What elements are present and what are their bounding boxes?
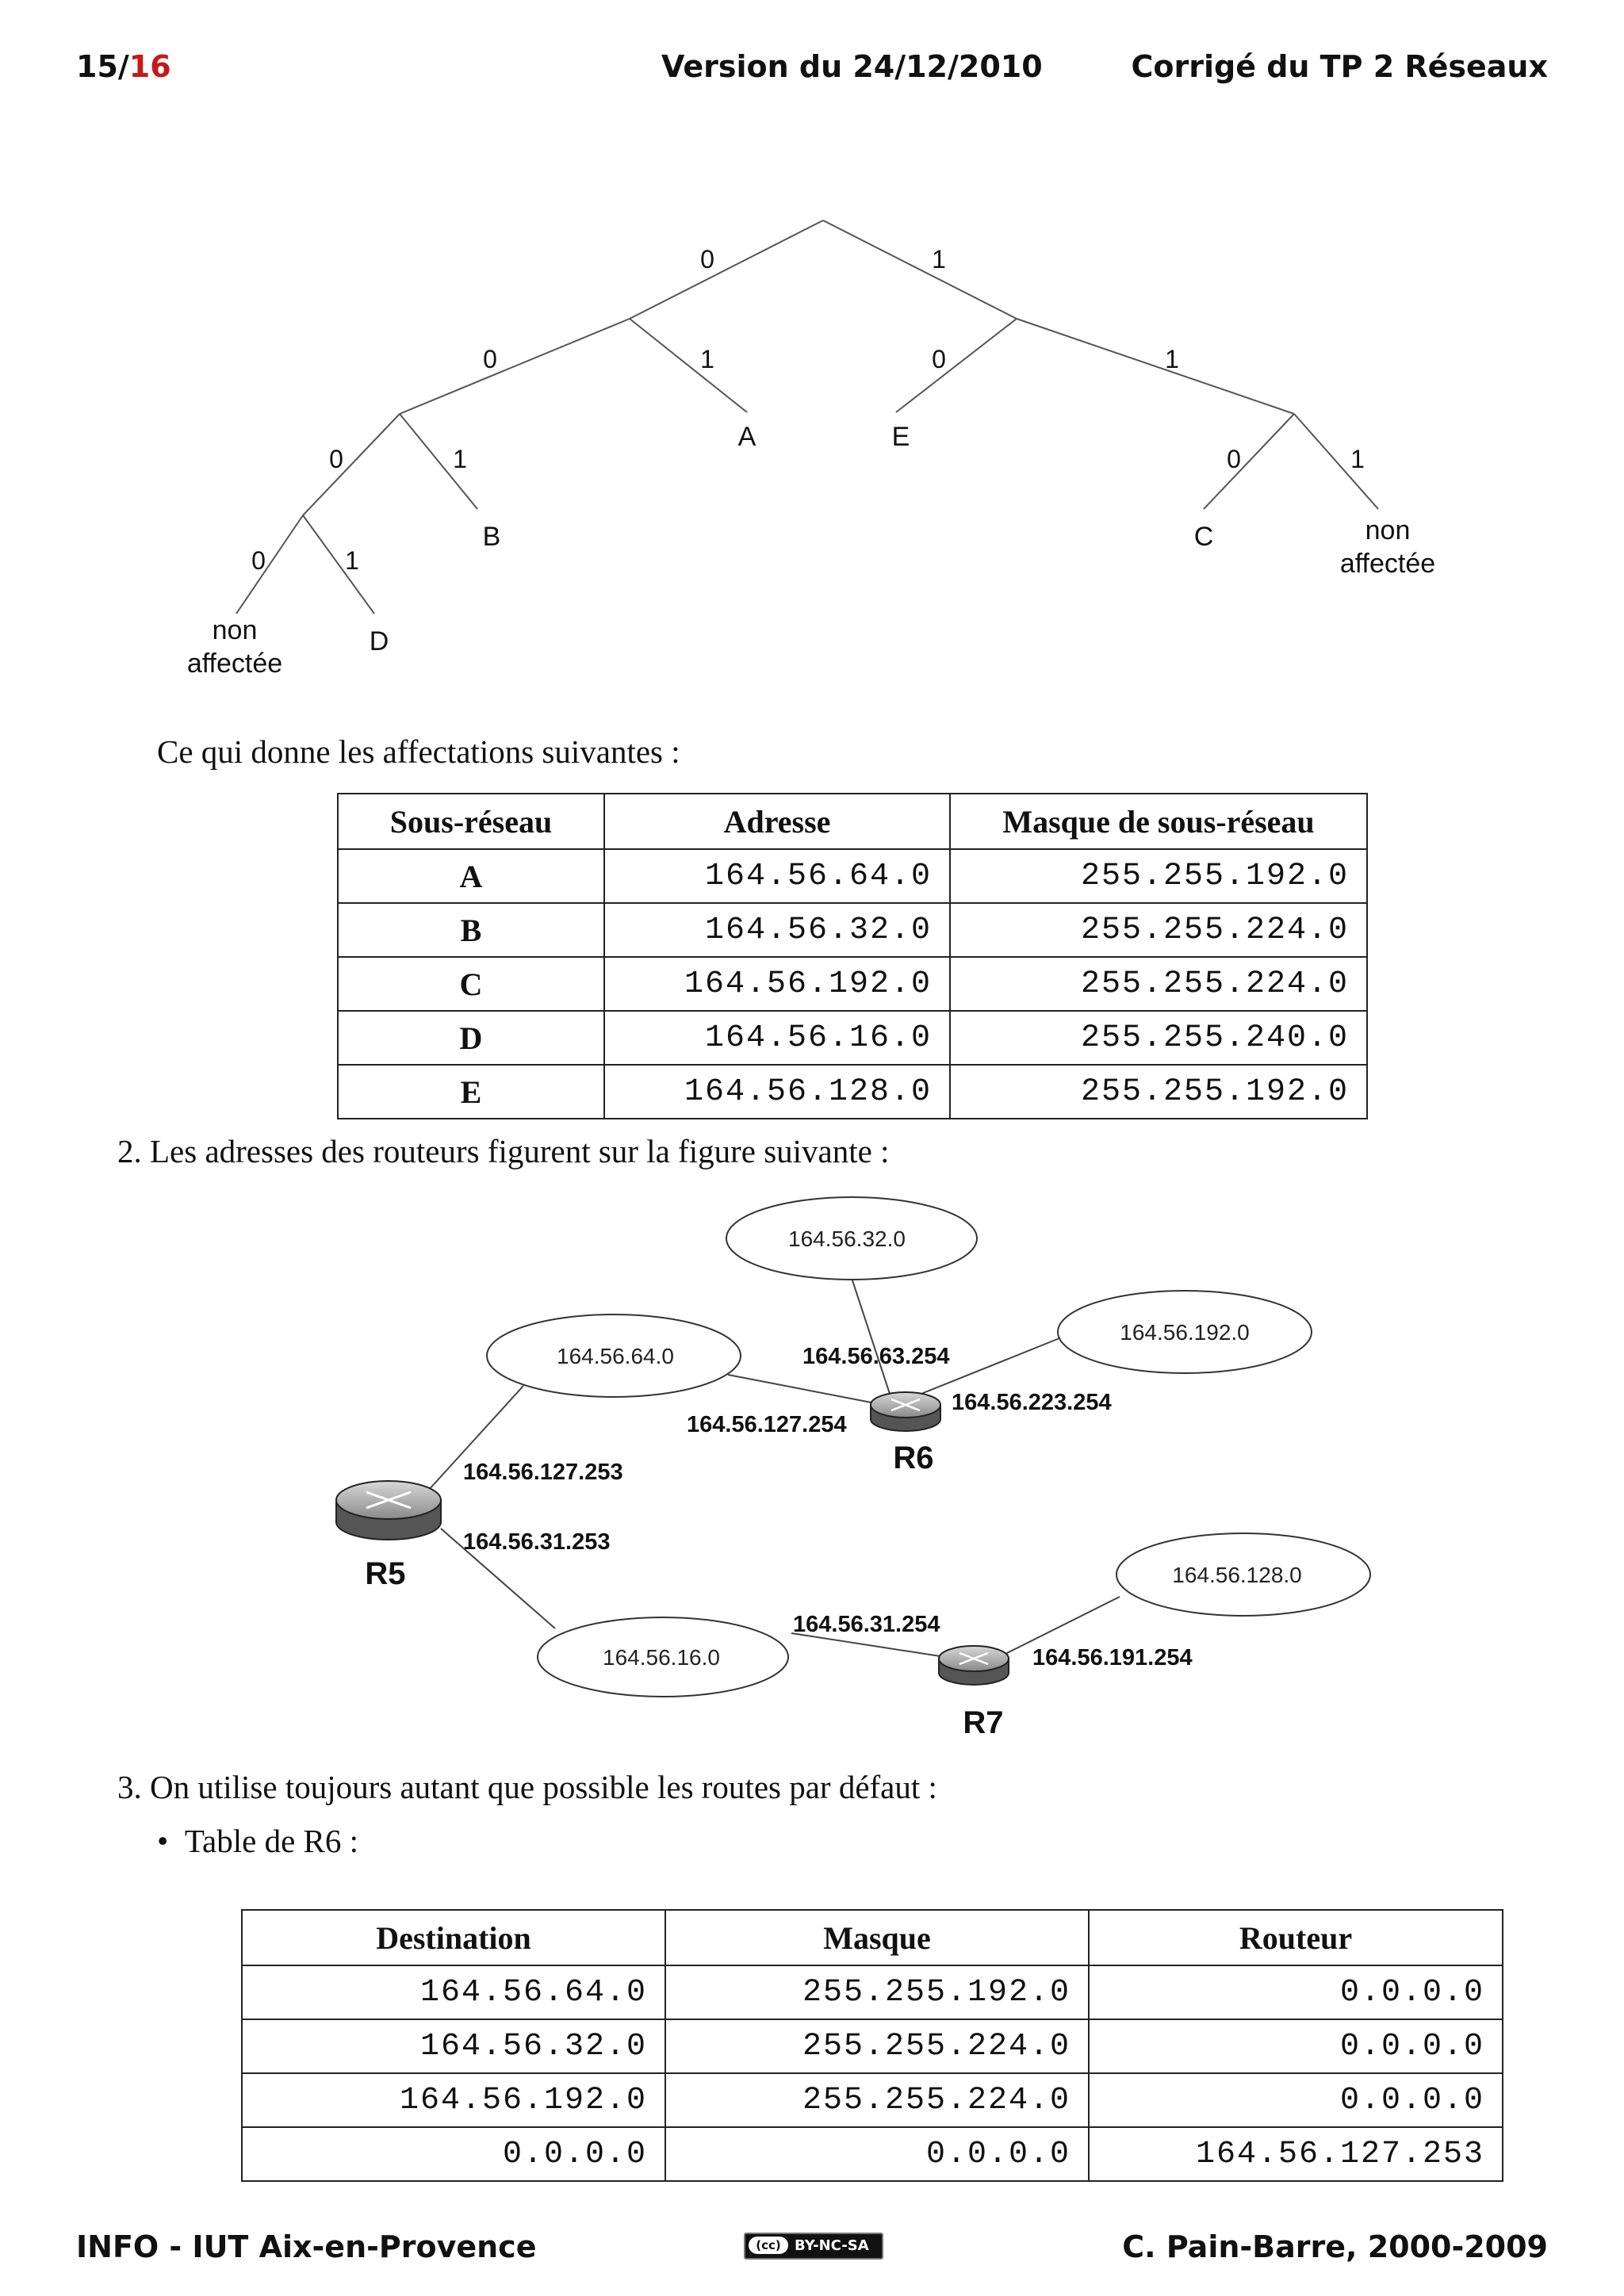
page-total[interactable]: 16 xyxy=(128,49,171,84)
subnet-address: 164.56.64.0 xyxy=(604,849,950,903)
route-destination: 164.56.64.0 xyxy=(242,1965,665,2019)
document-title: Corrigé du TP 2 Réseaux xyxy=(1131,49,1548,84)
binary-tree-diagram xyxy=(0,0,1624,714)
table-row xyxy=(338,957,1367,1011)
router-label-r5: R5 xyxy=(365,1556,406,1591)
table-row xyxy=(338,849,1367,903)
list-number: 2. xyxy=(117,1133,142,1169)
tree-leaf-unassigned: non xyxy=(1365,515,1411,545)
subnet-mask: 255.255.224.0 xyxy=(950,957,1367,1011)
tree-edge-label: 1 xyxy=(932,245,946,274)
subnet-address: 164.56.16.0 xyxy=(604,1011,950,1065)
route-destination: 0.0.0.0 xyxy=(242,2127,665,2181)
route-destination: 164.56.192.0 xyxy=(242,2073,665,2127)
bullet-text: Table de R6 : xyxy=(184,1823,359,1859)
tree-edge-label: 1 xyxy=(1350,445,1365,473)
route-router: 0.0.0.0 xyxy=(1089,1965,1503,2019)
tree-edge-label: 1 xyxy=(700,345,714,373)
tree-leaf-unassigned: non xyxy=(212,615,258,645)
subnet-name: C xyxy=(338,957,604,1011)
route-mask: 0.0.0.0 xyxy=(665,2127,1089,2181)
tree-leaf-unassigned: affectée xyxy=(186,649,283,679)
tree-leaf-c: C xyxy=(1193,522,1214,552)
list-item-2 xyxy=(117,1132,889,1170)
route-router: 164.56.127.253 xyxy=(1089,2127,1503,2181)
list-item-text: Les adresses des routeurs figurent sur la figure suivante : xyxy=(150,1133,890,1169)
version-date: Version du 24/12/2010 xyxy=(661,49,1043,84)
license-label: BY-NC-SA xyxy=(795,2237,869,2254)
column-header: Routeur xyxy=(1089,1910,1503,1965)
router-label-r7: R7 xyxy=(963,1705,1004,1740)
subnet-name: B xyxy=(338,903,604,957)
subnet-address: 164.56.192.0 xyxy=(604,957,950,1011)
interface-address: 164.56.127.253 xyxy=(463,1460,623,1485)
subnet-mask: 255.255.192.0 xyxy=(950,849,1367,903)
column-header: Masque xyxy=(665,1910,1089,1965)
tree-edge-label: 1 xyxy=(345,546,359,575)
interface-address: 164.56.191.254 xyxy=(1032,1645,1193,1670)
table-row xyxy=(242,2073,1503,2127)
interface-address: 164.56.31.254 xyxy=(793,1612,940,1637)
router-label-r6: R6 xyxy=(893,1441,934,1475)
table-row xyxy=(338,903,1367,957)
network-diagram xyxy=(0,1173,1624,1752)
interface-address: 164.56.127.254 xyxy=(687,1412,847,1437)
column-header: Masque de sous-réseau xyxy=(950,794,1367,849)
tree-leaf-b: B xyxy=(482,522,501,552)
table-row xyxy=(242,1965,1503,2019)
subnet-mask: 255.255.192.0 xyxy=(950,1065,1367,1119)
column-header: Destination xyxy=(242,1910,665,1965)
table-header-row xyxy=(338,794,1367,849)
route-mask: 255.255.224.0 xyxy=(665,2019,1089,2073)
route-destination: 164.56.32.0 xyxy=(242,2019,665,2073)
network-label: 164.56.128.0 xyxy=(1172,1563,1302,1587)
router-icon xyxy=(336,1481,441,1540)
list-item-text: On utilise toujours autant que possible les routes par défaut : xyxy=(150,1769,937,1805)
page-separator: / xyxy=(117,49,129,84)
subnet-table xyxy=(337,793,1368,1119)
table-row xyxy=(242,2127,1503,2181)
tree-edge-label: 1 xyxy=(1165,345,1179,373)
subnet-name: A xyxy=(338,849,604,903)
tree-edge-label: 0 xyxy=(932,345,946,373)
router-icon xyxy=(871,1392,940,1431)
tree-edge-label: 0 xyxy=(483,345,497,373)
tree-edge-label: 0 xyxy=(251,546,266,575)
table-header-row xyxy=(242,1910,1503,1965)
route-router: 0.0.0.0 xyxy=(1089,2019,1503,2073)
subnet-mask: 255.255.240.0 xyxy=(950,1011,1367,1065)
interface-address: 164.56.63.254 xyxy=(802,1344,950,1369)
list-number: 3. xyxy=(117,1769,142,1805)
network-label: 164.56.192.0 xyxy=(1120,1320,1250,1345)
router-icon xyxy=(939,1646,1009,1685)
interface-address: 164.56.31.253 xyxy=(463,1529,611,1555)
tree-leaf-a: A xyxy=(737,422,756,452)
tree-edge-label: 1 xyxy=(453,445,467,473)
network-label: 164.56.16.0 xyxy=(603,1645,720,1670)
column-header: Sous-réseau xyxy=(338,794,604,849)
route-router: 0.0.0.0 xyxy=(1089,2073,1503,2127)
page-current: 15 xyxy=(76,49,118,84)
route-mask: 255.255.224.0 xyxy=(665,2073,1089,2127)
tree-edge-label: 0 xyxy=(1227,445,1241,473)
subnet-address: 164.56.128.0 xyxy=(604,1065,950,1119)
table-row xyxy=(338,1011,1367,1065)
routing-table xyxy=(241,1909,1503,2182)
subnet-address: 164.56.32.0 xyxy=(604,903,950,957)
cc-icon: (cc) xyxy=(749,2237,788,2254)
footer-author: C. Pain-Barre, 2000-2009 xyxy=(1122,2229,1548,2264)
cc-license-badge[interactable] xyxy=(744,2233,883,2260)
tree-leaf-e: E xyxy=(891,422,910,452)
footer-institution: INFO - IUT Aix-en-Provence xyxy=(76,2229,537,2264)
subnet-name: E xyxy=(338,1065,604,1119)
tree-edge-label: 0 xyxy=(700,245,714,274)
tree-edge-label: 0 xyxy=(329,445,343,473)
subnet-mask: 255.255.224.0 xyxy=(950,903,1367,957)
table-row xyxy=(338,1065,1367,1119)
affectations-intro: Ce qui donne les affectations suivantes : xyxy=(157,733,680,770)
column-header: Adresse xyxy=(604,794,950,849)
tree-leaf-d: D xyxy=(369,626,389,656)
bullet-item xyxy=(157,1822,358,1860)
bullet-icon: • xyxy=(157,1823,169,1859)
list-item-3 xyxy=(117,1768,937,1806)
route-mask: 255.255.192.0 xyxy=(665,1965,1089,2019)
network-label: 164.56.64.0 xyxy=(557,1344,674,1368)
interface-address: 164.56.223.254 xyxy=(952,1390,1112,1415)
table-row xyxy=(242,2019,1503,2073)
subnet-name: D xyxy=(338,1011,604,1065)
network-label: 164.56.32.0 xyxy=(788,1226,906,1251)
tree-leaf-unassigned: affectée xyxy=(1339,549,1436,579)
